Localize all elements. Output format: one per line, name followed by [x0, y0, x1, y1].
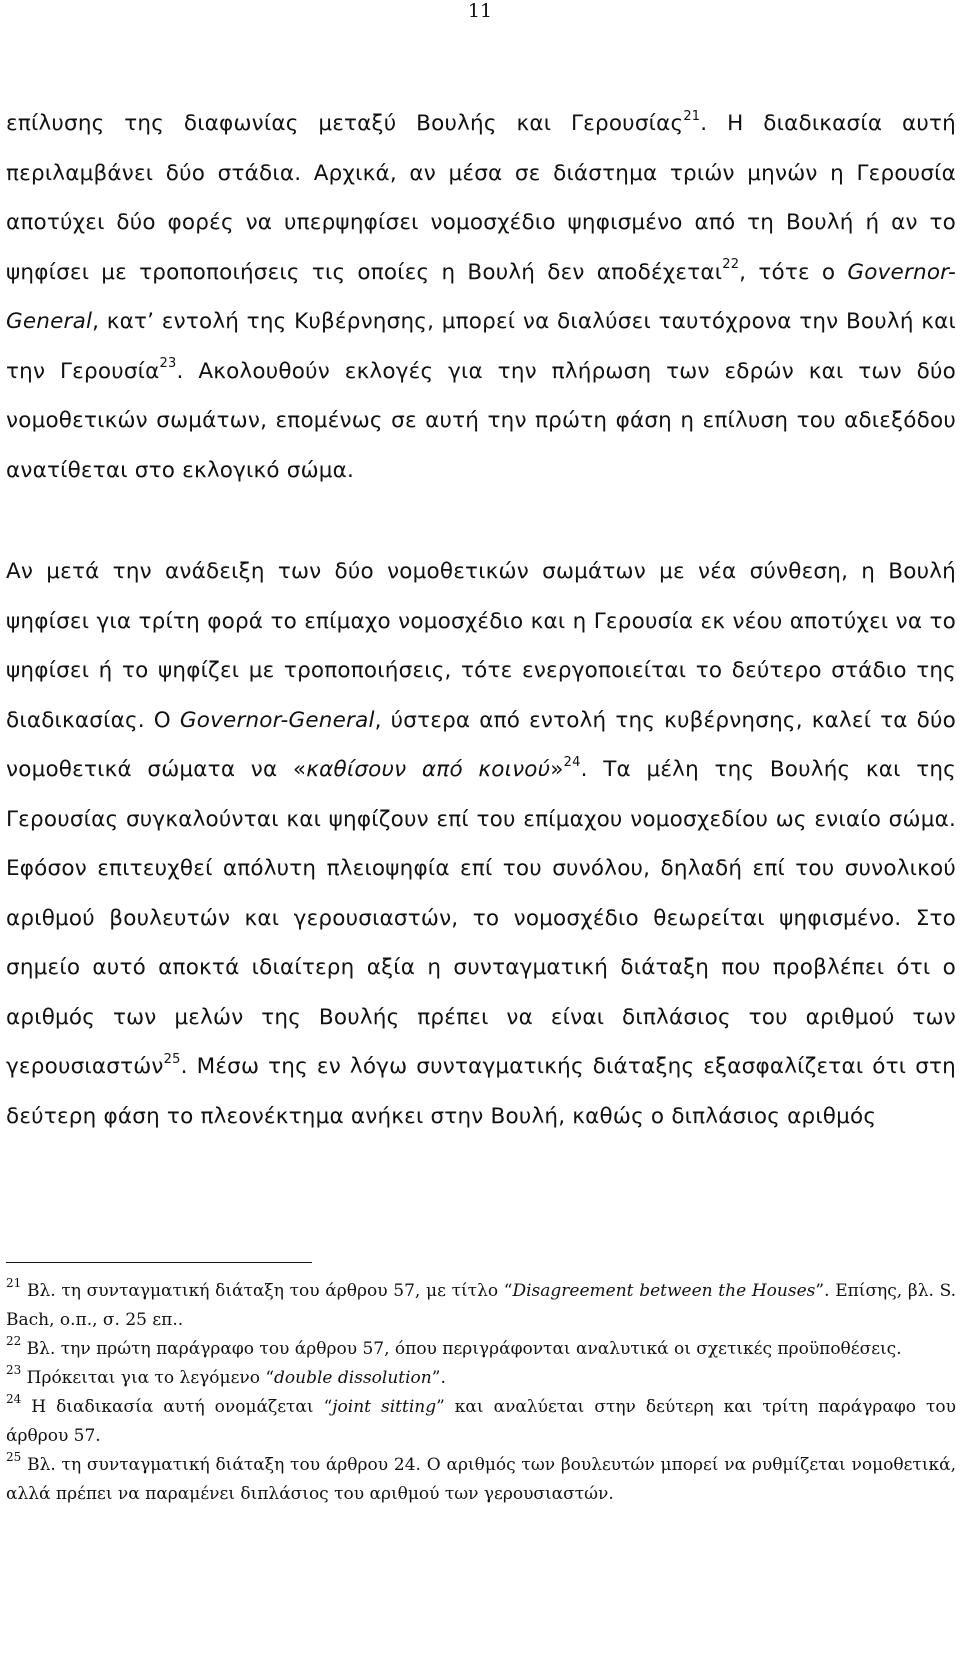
- footnote-25: [6, 1451, 956, 1509]
- text-run: , κατ’ εντολή της Κυβέρνησης, μπορεί να διαλύσει ταυτόχρονα την Βουλή και την Γερουσία: [6, 309, 956, 384]
- text-run: Πρόκειται για το λεγόμενο “: [21, 1368, 275, 1388]
- footnote-ref: 25: [6, 1450, 22, 1465]
- text-run: επίλυσης της διαφωνίας μεταξύ Βουλής και Γερουσίας: [6, 111, 684, 136]
- text-run: ”.: [431, 1368, 446, 1388]
- italic-text: joint sitting: [332, 1397, 437, 1417]
- text-run: . Η διαδικασία αυτή περιλαμβάνει δύο στάδια. Αρχικά, αν μέσα σε διάστημα τριών μηνών η Γερουσία αποτύχει δύο φορές να υπερψηφίσει νομοσχέδιο ψηφισμένο από τη Βουλή ή αν το ψηφίσει με τροποποιήσεις τις οποίες η Βουλή δεν αποδέχεται: [6, 111, 957, 285]
- text-run: Βλ. την πρώτη παράγραφο του άρθρου 57, όπου περιγράφονται αναλυτικά οι σχετικές προϋποθέσεις.: [21, 1339, 902, 1359]
- text-run: . Μέσω της εν λόγω συνταγματικής διάταξης εξασφαλίζεται ότι στη δεύτερη φάση το πλεονέκτημα ανήκει στην Βουλή, καθώς ο διπλάσιος αριθμός: [6, 1054, 956, 1129]
- footnote-separator: [6, 1262, 312, 1263]
- footnote-ref: 23: [6, 1363, 22, 1378]
- footnote-ref: 21: [683, 108, 701, 124]
- footnote-ref: 25: [163, 1051, 181, 1067]
- text-run: , τότε ο: [739, 259, 848, 285]
- page-number: 11: [467, 0, 493, 22]
- body-paragraph-1: [6, 99, 956, 495]
- footnote-ref: 24: [6, 1392, 22, 1407]
- footnotes: [6, 1277, 956, 1509]
- italic-text: Governor-General: [6, 259, 956, 334]
- footnote-21: [6, 1277, 956, 1335]
- footnote-ref: 24: [563, 754, 581, 770]
- text-run: Βλ. τη συνταγματική διάταξη του άρθρου 57, με τίτλο “: [21, 1281, 513, 1301]
- footnote-ref: 23: [159, 356, 177, 372]
- italic-text: double dissolution: [274, 1368, 432, 1388]
- text-run: Βλ. τη συνταγματική διάταξη του άρθρου 24. Ο αριθμός των βουλευτών μπορεί να ρυθμίζεται νομοθετικά, αλλά πρέπει να παραμένει διπλάσιος του αριθμού των γερουσιαστών.: [6, 1455, 956, 1504]
- text-run: , ύστερα από εντολή της κυβέρνησης, καλεί τα δύο νομοθετικά σώματα να «: [6, 707, 956, 782]
- footnote-ref: 22: [6, 1334, 22, 1349]
- text-run: Η διαδικασία αυτή ονομάζεται “: [21, 1397, 333, 1417]
- text-run: ” και αναλύεται στην δεύτερη και τρίτη παράγραφο του άρθρου 57.: [6, 1397, 956, 1446]
- body-paragraph-2: [6, 547, 956, 1141]
- text-run: »: [550, 757, 564, 782]
- footnote-22: [6, 1335, 956, 1364]
- text-run: . Ακολουθούν εκλογές για την πλήρωση των εδρών και των δύο νομοθετικών σωμάτων, επομένως σε αυτή την πρώτη φάση η επίλυση του αδιεξόδου ανατίθεται στο εκλογικό σώμα.: [6, 358, 956, 483]
- italic-text: Governor-General: [179, 707, 375, 733]
- text-run: . Τα μέλη της Βουλής και της Γερουσίας συγκαλούνται και ψηφίζουν επί του επίμαχου νομοσχεδίου ως ενιαίο σώμα. Εφόσον επιτευχθεί απόλυτη πλειοψηφία επί του συνόλου, δηλαδή επί του συνολικού αριθμού βουλευτών και γερουσιαστών, το νομοσχέδιο θεωρείται ψηφισμένο. Στο σημείο αυτό αποκτά ιδιαίτερη αξία η συνταγματική διάταξη που προβλέπει ότι ο αριθμός των μελών της Βουλής πρέπει να είναι διπλάσιος του αριθμού των γερουσιαστών: [6, 757, 956, 1079]
- footnote-24: [6, 1393, 956, 1451]
- italic-text: καθίσουν από κοινού: [306, 757, 551, 782]
- footnote-23: [6, 1364, 956, 1393]
- text-run: Αν μετά την ανάδειξη των δύο νομοθετικών σωμάτων με νέα σύνθεση, η Βουλή ψηφίσει για τρίτη φορά το επίμαχο νομοσχέδιο και η Γερουσία εκ νέου αποτύχει να το ψηφίσει ή το ψηφίζει με τροποποιήσεις, τότε ενεργοποιείται το δεύτερο στάδιο της διαδικασίας. Ο: [6, 559, 956, 733]
- footnote-ref: 21: [6, 1276, 22, 1291]
- text-run: ”. Επίσης, βλ. S. Bach, ο.π., σ. 25 επ..: [6, 1281, 957, 1330]
- italic-text: Disagreement between the Houses: [512, 1281, 816, 1301]
- footnote-ref: 22: [722, 257, 740, 273]
